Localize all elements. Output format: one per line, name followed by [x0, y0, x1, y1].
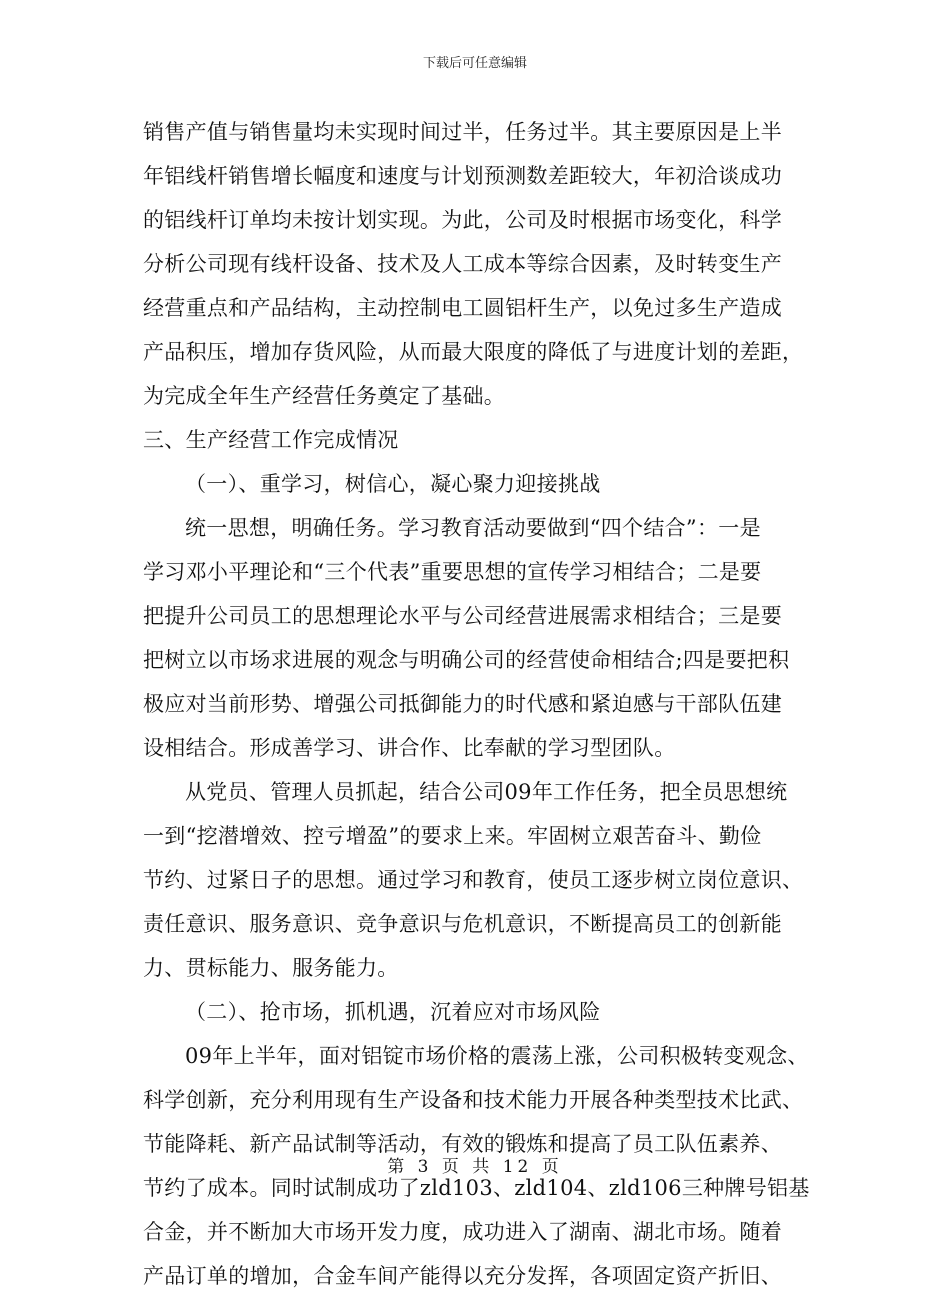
text-line: 节约了成本。同时试制成功了zld103、zld104、zld106三种牌号铝基 — [143, 1176, 810, 1200]
text-line: 年铝线杆销售增长幅度和速度与计划预测数差距较大，年初洽谈成功 — [143, 164, 782, 188]
text-line: 统一思想，明确任务。学习教育活动要做到“四个结合”：一是 — [185, 516, 761, 540]
page-footer: 第 3 页 共 12 页 — [387, 1157, 563, 1177]
text-line: 09年上半年，面对铝锭市场价格的震荡上涨，公司积极转变观念、 — [185, 1044, 809, 1068]
section-heading: 三、生产经营工作完成情况 — [143, 428, 399, 452]
page-header: 下载后可任意编辑 — [422, 56, 527, 71]
text-line: 力、贯标能力、服务能力。 — [143, 956, 399, 980]
text-line: 设相结合。形成善学习、讲合作、比奉献的学习型团队。 — [143, 736, 676, 760]
subsection-heading: （一）、重学习，树信心，凝心聚力迎接挑战 — [185, 472, 601, 496]
text-line: 节能降耗、新产品试制等活动，有效的锻炼和提高了员工队伍素养、 — [143, 1132, 782, 1156]
document-body — [143, 110, 823, 1298]
text-line: 一到“挖潜增效、控亏增盈”的要求上来。牢固树立艰苦奋斗、勤俭 — [143, 824, 762, 848]
text-line: 为完成全年生产经营任务奠定了基础。 — [143, 384, 506, 408]
text-line: 极应对当前形势、增强公司抵御能力的时代感和紧迫感与干部队伍建 — [143, 692, 782, 716]
text-line: 合金，并不断加大市场开发力度，成功进入了湖南、湖北市场。随着 — [143, 1220, 782, 1244]
text-line: 从党员、管理人员抓起，结合公司09年工作任务，把全员思想统 — [185, 780, 788, 804]
text-line: 产品积压，增加存货风险，从而最大限度的降低了与进度计划的差距， — [143, 340, 804, 364]
text-line: 分析公司现有线杆设备、技术及人工成本等综合因素，及时转变生产 — [143, 252, 782, 276]
text-line: 的铝线杆订单均未按计划实现。为此，公司及时根据市场变化，科学 — [143, 208, 782, 232]
text-line: 责任意识、服务意识、竞争意识与危机意识，不断提高员工的创新能 — [143, 912, 782, 936]
text-line: 销售产值与销售量均未实现时间过半，任务过半。其主要原因是上半 — [143, 120, 782, 144]
text-line: 把提升公司员工的思想理论水平与公司经营进展需求相结合；三是要 — [143, 604, 782, 628]
text-line: 产品订单的增加，合金车间产能得以充分发挥，各项固定资产折旧、 — [143, 1264, 782, 1288]
text-line: 学习邓小平理论和“三个代表”重要思想的宣传学习相结合；二是要 — [143, 560, 762, 584]
text-line: 经营重点和产品结构，主动控制电工圆铝杆生产，以免过多生产造成 — [143, 296, 782, 320]
subsection-heading: （二）、抢市场，抓机遇，沉着应对市场风险 — [185, 1000, 601, 1024]
text-line: 节约、过紧日子的思想。通过学习和教育，使员工逐步树立岗位意识、 — [143, 868, 804, 892]
text-line: 把树立以市场求进展的观念与明确公司的经营使命相结合;四是要把积 — [143, 648, 790, 672]
text-line: 科学创新，充分利用现有生产设备和技术能力开展各种类型技术比武、 — [143, 1088, 804, 1112]
